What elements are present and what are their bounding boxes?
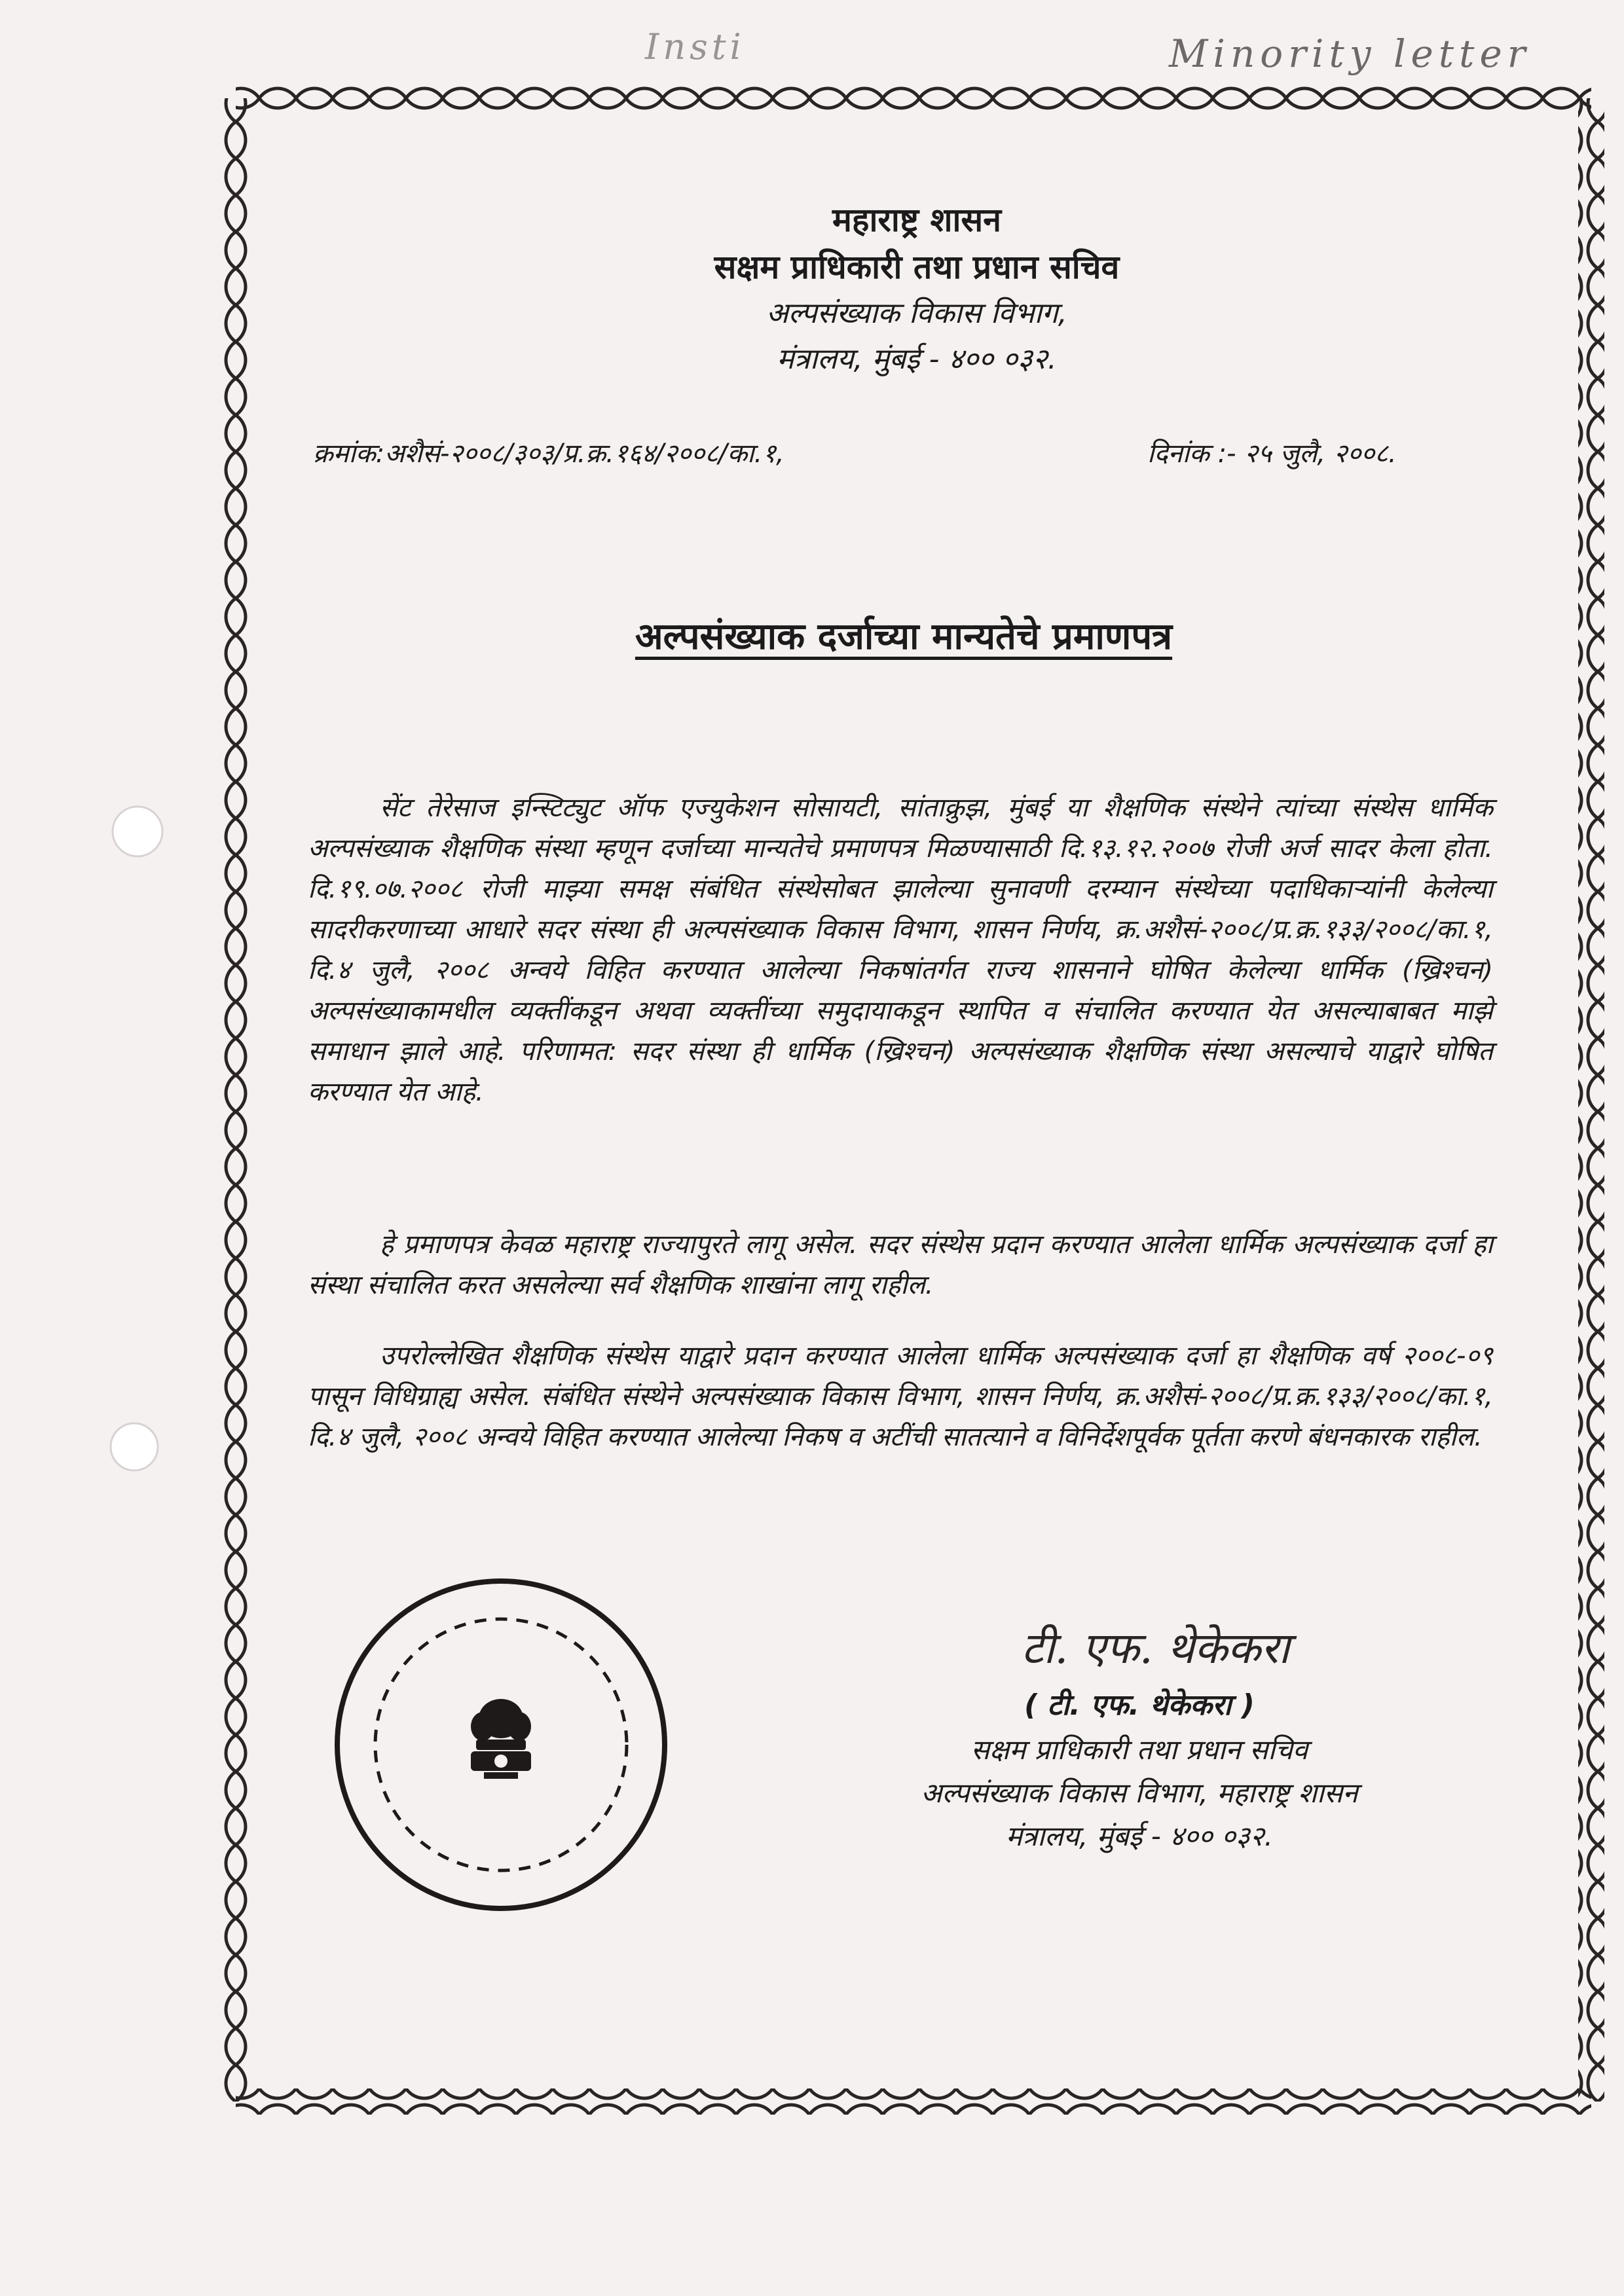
- paragraph-text: सेंट तेरेसाज इन्स्टिट्युट ऑफ एज्युकेशन सोसायटी, सांताक्रुझ, मुंबई या शैक्षणिक संस्थेने त्यांच्या संस्थेस धार्मिक अल्पसंख्याक शैक्षणिक संस्था म्हणून दर्जाच्या मान्यतेचे प्रमाणपत्र मिळण्यासाठी दि.१३.१२.२००७ रोजी अर्ज सादर केला होता. दि.१९.०७.२००८ रोजी माझ्या समक्ष संबंधित संस्थेसोबत झालेल्या सुनावणी दरम्यान संस्थेच्या पदाधिकाऱ्यांनी केलेल्या सादरीकरणाच्या आधारे सदर संस्था ही अल्पसंख्याक विकास विभाग, शासन निर्णय, क्र.अशैसं-२००८/प्र.क्र.१३३/२००८/का.१, दि.४ जुलै, २००८ अन्वये विहित करण्यात आलेल्या निकषांतर्गत राज्य शासनाने घोषित केलेल्या धार्मिक (ख्रिश्चन) अल्पसंख्याकामधील व्यक्तींकडून अथवा व्यक्तींच्या समुदायाकडून स्थापित व संचालित करण्यात येत असल्याबाबत माझे समाधान झाले आहे. परिणामत: सदर संस्था ही धार्मिक (ख्रिश्चन) अल्पसंख्याक शैक्षणिक संस्था असल्याचे याद्वारे घोषित करण्यात येत आहे.: [308, 793, 1493, 1107]
- signatory-address: मंत्रालय, मुंबई - ४०० ०३२.: [1005, 1820, 1274, 1852]
- authority-title: सक्षम प्राधिकारी तथा प्रधान सचिव: [714, 248, 1120, 286]
- paragraph-validity: [308, 1336, 1493, 1457]
- government-name: महाराष्ट्र शासन: [832, 201, 1001, 239]
- signatory-name: ( टी. एफ. थेकेकरा ): [1024, 1688, 1255, 1722]
- certificate-title: अल्पसंख्याक दर्जाच्या मान्यतेचे प्रमाणपत्र: [635, 615, 1173, 658]
- reference-number: क्रमांक:अशैसं-२००८/३०३/प्र.क्र.१६४/२००८/का.१,: [313, 439, 784, 469]
- official-seal: [331, 1575, 671, 1915]
- handwritten-signature: टी. एफ. थेकेकरा: [1022, 1623, 1290, 1673]
- paragraph-text: हे प्रमाणपत्र केवळ महाराष्ट्र राज्यापुरते लागू असेल. सदर संस्थेस प्रदान करण्यात आलेला धार्मिक अल्पसंख्याक दर्जा हा संस्था संचालित करत असलेल्या सर्व शैक्षणिक शाखांना लागू राहील.: [308, 1230, 1493, 1300]
- paragraph-declaration: [308, 788, 1493, 1112]
- signatory-block: [845, 1683, 1434, 1858]
- office-address: मंत्रालय, मुंबई - ४०० ०३२.: [777, 342, 1057, 376]
- emblem-icon: [471, 1699, 531, 1779]
- paragraph-text: उपरोल्लेखित शैक्षणिक संस्थेस याद्वारे प्रदान करण्यात आलेला धार्मिक अल्पसंख्याक दर्जा हा शैक्षणिक वर्ष २००८-०९ पासून विधिग्राह्य असेल. संबंधित संस्थेने अल्पसंख्याक विकास विभाग, शासन निर्णय, क्र.अशैसं-२००८/प्र.क्र.१३३/२००८/का.१, दि.४ जुलै, २००८ अन्वये विहित करण्यात आलेल्या निकष व अटींची सातत्याने व विनिर्देशपूर्वक पूर्तता करणे बंधनकारक राहील.: [308, 1341, 1493, 1452]
- handwritten-annotation-right: Minority letter: [1169, 31, 1531, 76]
- punch-hole-top-icon: [105, 795, 183, 874]
- paragraph-scope: [308, 1224, 1493, 1305]
- issue-date: दिनांक :- २५ जुलै, २००८.: [1147, 439, 1397, 469]
- punch-hole-bottom-icon: [98, 1408, 177, 1493]
- signatory-department: अल्पसंख्याक विकास विभाग, महाराष्ट्र शासन: [921, 1777, 1358, 1809]
- handwritten-annotation-left: Insti: [645, 26, 745, 67]
- issuer-header: [557, 196, 1277, 382]
- signatory-designation: सक्षम प्राधिकारी तथा प्रधान सचिव: [970, 1734, 1308, 1766]
- department-name: अल्पसंख्याक विकास विभाग,: [766, 297, 1067, 330]
